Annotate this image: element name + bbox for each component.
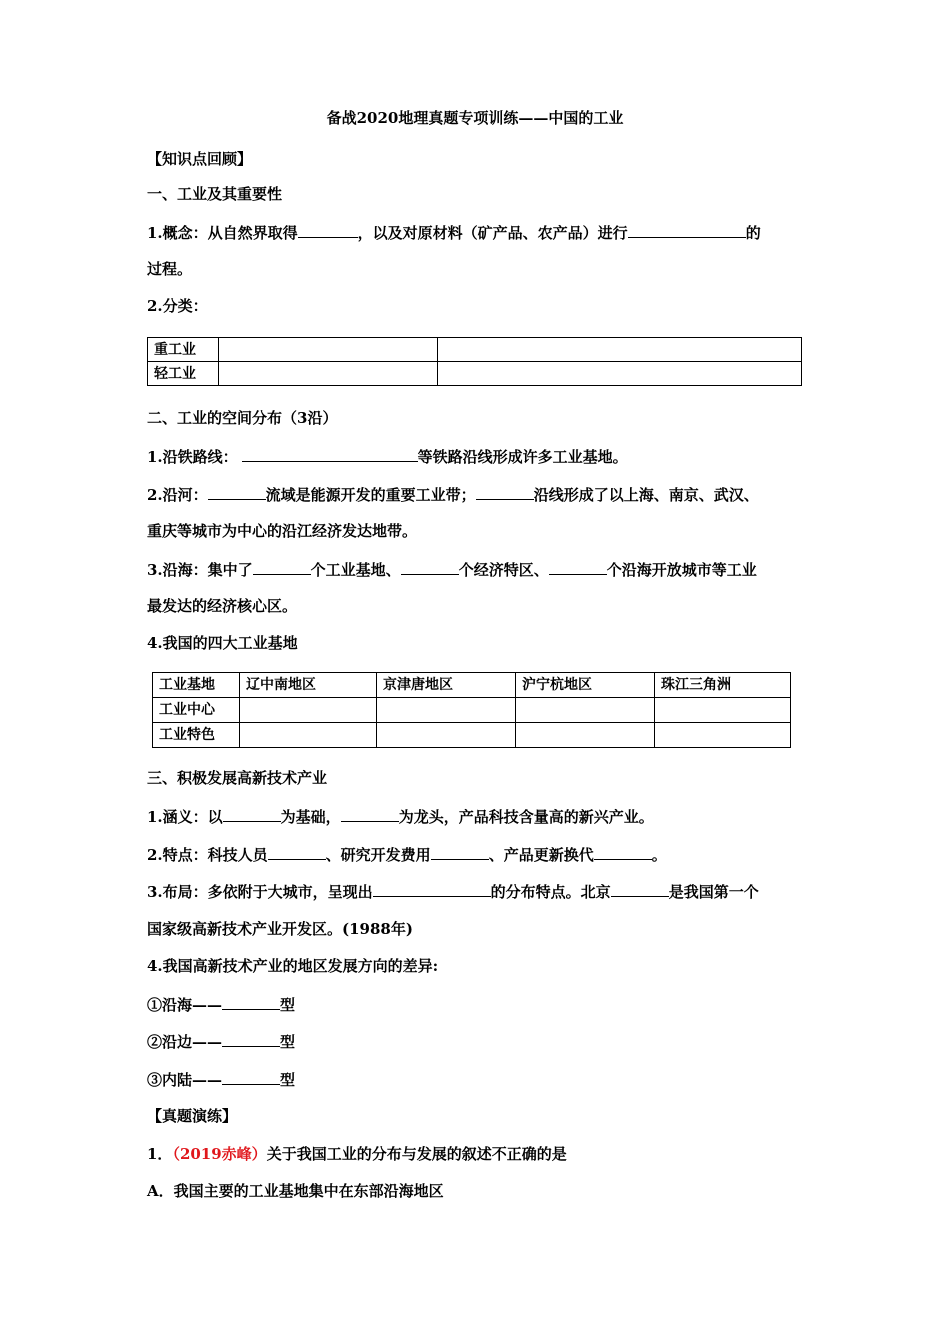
coast-blank-2[interactable]	[401, 559, 459, 575]
difference-item	[147, 994, 295, 1015]
table-cell[interactable]	[219, 362, 438, 386]
section-1-heading: 一、工业及其重要性	[147, 185, 283, 203]
concept-blank-1[interactable]	[298, 222, 358, 238]
concept-blank-2[interactable]	[628, 222, 746, 238]
coast-text-c: 个经济特区、	[458, 561, 549, 579]
difference-item	[147, 1031, 295, 1052]
table-cell[interactable]	[240, 698, 377, 723]
layout-text-a: 3.布局：多依附于大城市，呈现出	[147, 883, 373, 901]
section-review-heading: 【知识点回顾】	[147, 150, 253, 168]
table-header-cell: 沪宁杭地区	[516, 673, 655, 698]
railway-text-a: 1.沿铁路线：	[147, 448, 238, 466]
meaning-blank-1[interactable]	[223, 806, 281, 822]
river-line	[147, 484, 759, 505]
industrial-bases-table	[152, 672, 791, 748]
table-header-cell: 京津唐地区	[377, 673, 516, 698]
difference-suffix: 型	[280, 1033, 296, 1051]
layout-text-b: 的分布特点。北京	[490, 883, 611, 901]
difference-item	[147, 1069, 295, 1090]
table-header-cell: 辽中南地区	[240, 673, 377, 698]
river-text-a: 2.沿河：	[147, 486, 208, 504]
difference-blank[interactable]	[222, 1069, 280, 1085]
section-2-heading: 二、工业的空间分布（3沿）	[147, 409, 338, 427]
concept-line	[147, 222, 761, 243]
feature-text-c: 、产品更新换代	[488, 846, 594, 864]
section-3-heading: 三、积极发展高新技术产业	[147, 769, 328, 787]
meaning-line	[147, 806, 654, 827]
question-1	[147, 1144, 567, 1164]
layout-blank-1[interactable]	[373, 881, 491, 897]
document-title: 备战2020地理真题专项训练——中国的工业	[326, 109, 624, 127]
concept-line-cont: 过程。	[147, 260, 193, 278]
difference-suffix: 型	[280, 996, 296, 1014]
table-cell[interactable]	[240, 723, 377, 748]
question-1-option-a[interactable]: A．我国主要的工业基地集中在东部沿海地区	[147, 1182, 444, 1200]
table-row-label: 工业中心	[153, 698, 240, 723]
railway-line	[147, 446, 628, 467]
table-cell[interactable]	[219, 338, 438, 362]
table-cell[interactable]	[438, 338, 802, 362]
coast-blank-1[interactable]	[253, 559, 311, 575]
river-blank-1[interactable]	[208, 484, 266, 500]
table-row-label: 工业特色	[153, 723, 240, 748]
table-cell[interactable]	[377, 723, 516, 748]
table-cell[interactable]	[377, 698, 516, 723]
feature-blank-3[interactable]	[594, 844, 652, 860]
question-source: （2019赤峰）	[172, 1145, 267, 1163]
table-row	[148, 338, 802, 362]
feature-text-d: 。	[651, 846, 667, 864]
feature-line	[147, 844, 667, 865]
table-cell[interactable]	[655, 698, 791, 723]
feature-blank-1[interactable]	[268, 844, 326, 860]
classification-table	[147, 337, 802, 386]
layout-line-cont: 国家级高新技术产业开发区。(1988年)	[147, 920, 413, 938]
table-header-cell: 工业基地	[153, 673, 240, 698]
table-cell[interactable]	[438, 362, 802, 386]
layout-blank-2[interactable]	[611, 881, 669, 897]
difference-blank[interactable]	[222, 994, 280, 1010]
bases-heading: 4.我国的四大工业基地	[147, 634, 298, 652]
concept-text-c: 的	[745, 224, 761, 242]
feature-text-a: 2.特点：科技人员	[147, 846, 268, 864]
layout-text-c: 是我国第一个	[668, 883, 759, 901]
layout-line	[147, 881, 759, 902]
difference-suffix: 型	[280, 1071, 296, 1089]
meaning-text-c: 为龙头，产品科技含量高的新兴产业。	[398, 808, 654, 826]
table-cell[interactable]	[516, 698, 655, 723]
practice-heading: 【真题演练】	[147, 1107, 238, 1125]
table-row	[148, 362, 802, 386]
question-text: 关于我国工业的分布与发展的叙述不正确的是	[266, 1145, 567, 1163]
concept-text-b: ，以及对原材料（矿产品、农产品）进行	[357, 224, 628, 242]
river-text-b: 流域是能源开发的重要工业带；	[265, 486, 476, 504]
coast-blank-3[interactable]	[549, 559, 607, 575]
river-text-c: 沿线形成了以上海、南京、武汉、	[533, 486, 759, 504]
difference-label: ②沿边——	[147, 1033, 223, 1051]
question-number: 1．	[147, 1145, 173, 1163]
coast-text-a: 3.沿海：集中了	[147, 561, 253, 579]
table-header-cell: 珠江三角洲	[655, 673, 791, 698]
meaning-text-a: 1.涵义：以	[147, 808, 223, 826]
classify-label: 2.分类：	[147, 297, 208, 315]
table-row-label: 轻工业	[148, 362, 219, 386]
river-line-cont: 重庆等城市为中心的沿江经济发达地带。	[147, 522, 418, 540]
coast-line	[147, 559, 757, 580]
difference-blank[interactable]	[222, 1031, 280, 1047]
table-row-label: 重工业	[148, 338, 219, 362]
meaning-blank-2[interactable]	[341, 806, 399, 822]
railway-blank[interactable]	[242, 446, 418, 462]
difference-label: ①沿海——	[147, 996, 223, 1014]
table-cell[interactable]	[516, 723, 655, 748]
meaning-text-b: 为基础，	[280, 808, 341, 826]
river-blank-2[interactable]	[476, 484, 534, 500]
coast-text-b: 个工业基地、	[310, 561, 401, 579]
difference-heading: 4.我国高新技术产业的地区发展方向的差异:	[147, 957, 439, 975]
difference-label: ③内陆——	[147, 1071, 223, 1089]
table-row	[153, 723, 791, 748]
coast-text-d: 个沿海开放城市等工业	[606, 561, 757, 579]
coast-line-cont: 最发达的经济核心区。	[147, 597, 298, 615]
railway-text-b: 等铁路沿线形成许多工业基地。	[417, 448, 628, 466]
concept-text-a: 1.概念：从自然界取得	[147, 224, 298, 242]
table-row	[153, 698, 791, 723]
table-header-row	[153, 673, 791, 698]
feature-text-b: 、研究开发费用	[325, 846, 431, 864]
feature-blank-2[interactable]	[431, 844, 489, 860]
table-cell[interactable]	[655, 723, 791, 748]
